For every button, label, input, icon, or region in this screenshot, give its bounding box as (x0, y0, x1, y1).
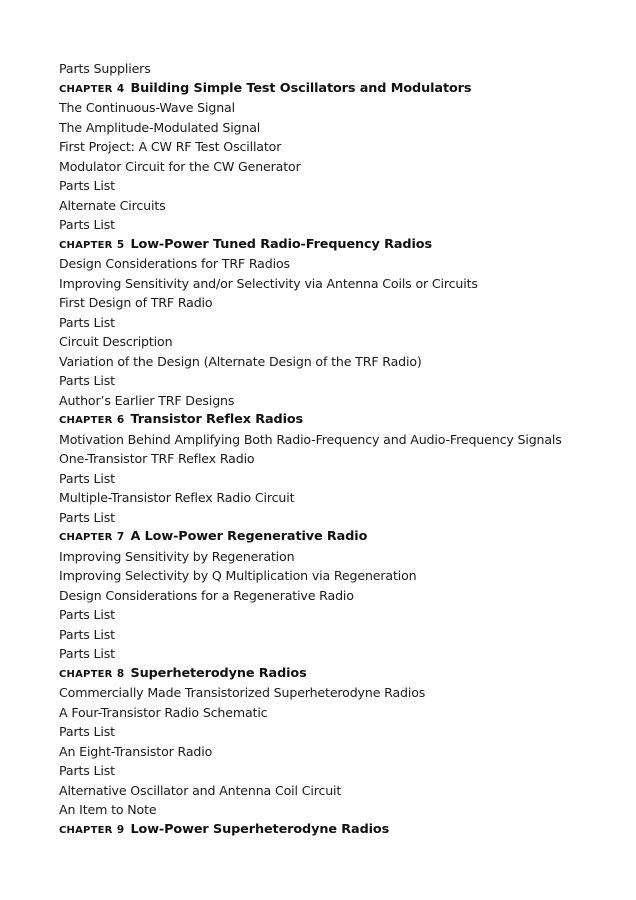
table-of-contents (59, 59, 629, 839)
chapter-title: Low-Power Tuned Radio-Frequency Radios (130, 236, 432, 252)
chapter-title: Low-Power Superheterodyne Radios (130, 821, 390, 837)
toc-entry-text: Parts List (59, 626, 115, 642)
toc-entry[interactable] (59, 391, 629, 411)
toc-entry-text: Parts List (59, 509, 115, 525)
toc-entry[interactable] (59, 722, 629, 742)
toc-entry-text: First Project: A CW RF Test Oscillator (59, 139, 282, 154)
chapter-label: CHAPTER (59, 415, 113, 426)
toc-entry-text: The Continuous-Wave Signal (59, 100, 235, 115)
toc-entry-text: A Four-Transistor Radio Schematic (59, 704, 268, 720)
toc-entry-text: Design Considerations for a Regenerative Radio (59, 587, 354, 603)
toc-entry[interactable] (59, 488, 629, 508)
toc-entry-text: Multiple-Transistor Reflex Radio Circuit (59, 490, 295, 505)
toc-entry[interactable] (59, 98, 629, 118)
toc-entry[interactable] (59, 566, 629, 586)
toc-entry[interactable] (59, 683, 629, 703)
toc-entry-text: An Eight-Transistor Radio (59, 743, 213, 759)
toc-entry[interactable] (59, 508, 629, 528)
chapter-label: CHAPTER (59, 532, 113, 543)
toc-entry-text: Improving Selectivity by Q Multiplication via Regeneration (59, 568, 417, 583)
toc-entry[interactable] (59, 118, 629, 138)
toc-entry-text: The Amplitude-Modulated Signal (59, 119, 261, 135)
chapter-title: Transistor Reflex Radios (130, 412, 304, 427)
toc-entry[interactable] (59, 644, 629, 664)
toc-entry-text: Parts List (59, 314, 115, 330)
toc-entry-text: Author’s Earlier TRF Designs (59, 392, 235, 408)
chapter-number: 4 (116, 82, 125, 95)
toc-entry[interactable] (59, 371, 629, 391)
toc-entry-text: Parts List (59, 373, 115, 388)
toc-entry-text: One-Transistor TRF Reflex Radio (59, 451, 255, 466)
toc-entry[interactable] (59, 469, 629, 489)
toc-entry[interactable] (59, 781, 629, 801)
chapter-label: CHAPTER (59, 824, 113, 836)
chapter-title: Superheterodyne Radios (130, 665, 307, 681)
toc-entry-text: Alternate Circuits (59, 197, 166, 213)
toc-entry[interactable] (59, 703, 629, 723)
toc-entry[interactable] (59, 430, 629, 450)
toc-entry-text: Improving Sensitivity and/or Selectivity via Antenna Coils or Circuits (59, 275, 478, 291)
chapter-title: Building Simple Test Oscillators and Modulators (130, 80, 472, 96)
toc-entry[interactable] (59, 352, 629, 372)
chapter-label: CHAPTER (59, 83, 113, 95)
toc-entry[interactable] (59, 800, 629, 820)
toc-entry-text: Circuit Description (59, 334, 173, 349)
toc-entry-text: Improving Sensitivity by Regeneration (59, 548, 295, 564)
toc-entry-text: An Item to Note (59, 802, 157, 817)
chapter-title: A Low-Power Regenerative Radio (130, 529, 368, 544)
chapter-heading[interactable] (59, 410, 629, 430)
chapter-number: 7 (116, 531, 125, 543)
toc-entry[interactable] (59, 586, 629, 606)
toc-entry[interactable] (59, 215, 629, 235)
toc-entry-text: Design Considerations for TRF Radios (59, 256, 290, 271)
chapter-heading[interactable] (59, 527, 629, 547)
toc-entry[interactable] (59, 742, 629, 762)
toc-entry[interactable] (59, 157, 629, 177)
chapter-number: 9 (116, 823, 125, 836)
toc-entry-text: Parts List (59, 178, 115, 193)
toc-entry[interactable] (59, 137, 629, 157)
toc-entry-text: Parts List (59, 470, 115, 486)
chapter-heading[interactable] (59, 664, 629, 684)
toc-entry[interactable] (59, 605, 629, 625)
toc-entry-text: Parts List (59, 217, 115, 232)
toc-entry[interactable] (59, 449, 629, 469)
chapter-heading[interactable] (59, 235, 629, 255)
toc-entry-text: Parts Suppliers (59, 61, 151, 76)
chapter-label: CHAPTER (59, 239, 113, 251)
toc-entry[interactable] (59, 196, 629, 216)
toc-entry-text: Alternative Oscillator and Antenna Coil Circuit (59, 782, 342, 798)
toc-entry-text: Modulator Circuit for the CW Generator (59, 158, 301, 174)
toc-entry-text: Parts List (59, 607, 115, 622)
toc-entry-text: Parts List (59, 646, 115, 661)
toc-entry-text: Commercially Made Transistorized Superheterodyne Radios (59, 685, 426, 700)
toc-entry-text: Variation of the Design (Alternate Design of the TRF Radio) (59, 353, 422, 369)
toc-entry[interactable] (59, 313, 629, 333)
chapter-heading[interactable] (59, 79, 629, 99)
toc-entry-text: Parts List (59, 724, 115, 739)
toc-entry[interactable] (59, 293, 629, 313)
toc-entry-text: First Design of TRF Radio (59, 295, 213, 310)
toc-entry[interactable] (59, 254, 629, 274)
toc-entry-text: Parts List (59, 763, 115, 778)
chapter-label: CHAPTER (59, 668, 113, 680)
chapter-number: 5 (116, 238, 125, 251)
toc-entry[interactable] (59, 176, 629, 196)
toc-entry[interactable] (59, 761, 629, 781)
toc-entry[interactable] (59, 625, 629, 645)
toc-entry-text: Motivation Behind Amplifying Both Radio-Frequency and Audio-Frequency Signals (59, 431, 562, 447)
chapter-number: 8 (116, 667, 125, 680)
chapter-number: 6 (116, 414, 125, 426)
chapter-heading[interactable] (59, 820, 629, 840)
toc-entry[interactable] (59, 332, 629, 352)
toc-entry[interactable] (59, 274, 629, 294)
toc-entry[interactable] (59, 59, 629, 79)
toc-entry[interactable] (59, 547, 629, 567)
